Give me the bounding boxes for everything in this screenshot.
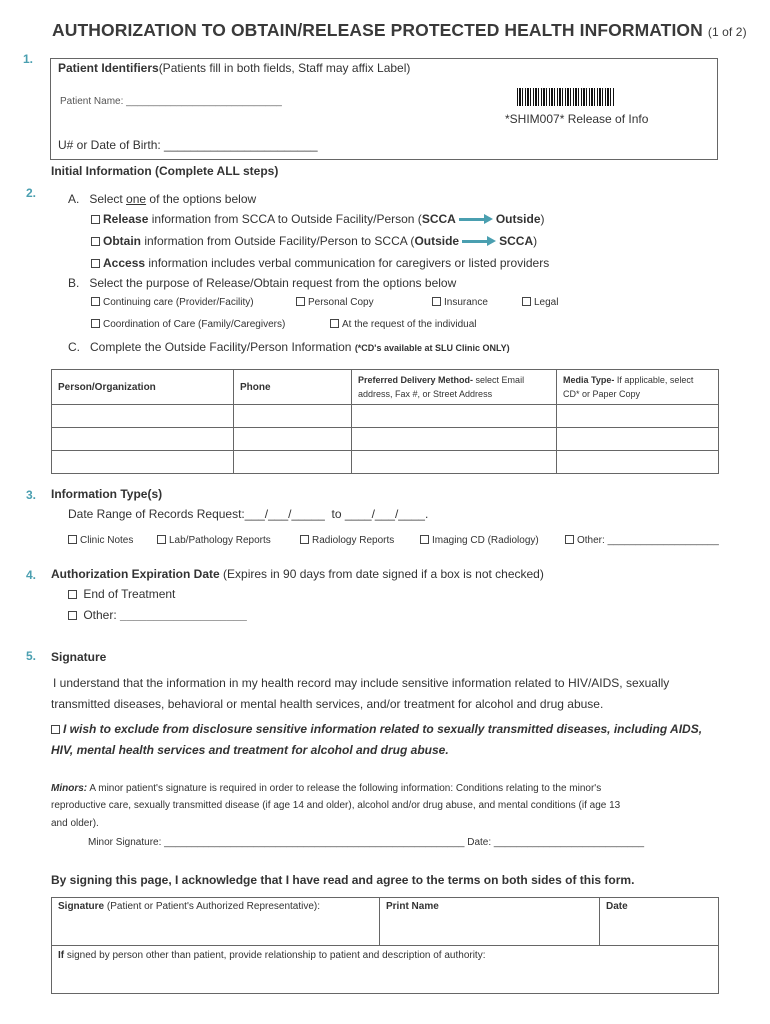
table-cell[interactable]	[557, 428, 719, 451]
type-clinic-notes[interactable]: Clinic Notes	[68, 535, 133, 546]
relationship-cell[interactable]: If signed by person other than patient, provide relationship to patient and description of authority:	[52, 946, 719, 994]
purpose-request[interactable]: At the request of the individual	[330, 319, 477, 330]
disclosure-text-line1: I understand that the information in my health record may include sensitive information related to HIV/AIDS, sexually	[53, 676, 670, 690]
patient-identifiers-heading: Patient Identifiers(Patients fill in both fields, Staff may affix Label)	[58, 61, 411, 75]
table-header-media: Media Type- If applicable, select CD* or Paper Copy	[557, 370, 719, 405]
print-name-cell[interactable]: Print Name	[380, 898, 600, 946]
signature-cell[interactable]: Signature (Patient or Patient's Authorized Representative):	[52, 898, 380, 946]
table-row	[52, 451, 719, 474]
table-header-person: Person/Organization	[52, 370, 234, 405]
arrow-right-icon	[459, 214, 493, 224]
purpose-personal-copy[interactable]: Personal Copy	[296, 297, 374, 308]
expiration-end-of-treatment[interactable]: End of Treatment	[68, 587, 175, 601]
table-cell[interactable]	[557, 405, 719, 428]
checkbox[interactable]	[91, 319, 100, 328]
barcode-image	[517, 88, 614, 106]
access-checkbox[interactable]	[91, 259, 100, 268]
section-number-2: 2.	[26, 186, 37, 200]
table-cell[interactable]	[234, 451, 352, 474]
arrow-right-icon	[462, 236, 496, 246]
acknowledgement-text: By signing this page, I acknowledge that I have read and agree to the terms on both sides of this form.	[51, 873, 635, 887]
table-cell[interactable]	[234, 428, 352, 451]
checkbox[interactable]	[68, 535, 77, 544]
release-checkbox[interactable]	[91, 215, 100, 224]
table-header-delivery: Preferred Delivery Method- select Email address, Fax #, or Street Address	[352, 370, 557, 405]
table-cell[interactable]	[352, 405, 557, 428]
expiration-other[interactable]: Other: ___________________	[68, 608, 247, 622]
checkbox[interactable]	[68, 590, 77, 599]
signature-table	[51, 897, 719, 994]
obtain-checkbox[interactable]	[91, 237, 100, 246]
type-imaging-cd[interactable]: Imaging CD (Radiology)	[420, 535, 539, 546]
table-cell[interactable]	[52, 405, 234, 428]
table-cell[interactable]	[234, 405, 352, 428]
purpose-insurance[interactable]: Insurance	[432, 297, 488, 308]
minors-text-line1: Minors: A minor patient's signature is required in order to release the following information: Conditions relating to the minor's	[51, 783, 602, 794]
initial-information-heading: Initial Information (Complete ALL steps)	[51, 164, 279, 178]
purpose-continuing-care[interactable]: Continuing care (Provider/Facility)	[91, 297, 254, 308]
checkbox[interactable]	[91, 297, 100, 306]
information-types-heading: Information Type(s)	[51, 487, 163, 501]
purpose-legal[interactable]: Legal	[522, 297, 558, 308]
checkbox[interactable]	[432, 297, 441, 306]
table-cell[interactable]	[352, 451, 557, 474]
outside-facility-table	[51, 369, 719, 474]
minor-signature-field[interactable]: Minor Signature: ______________________________________________________ Date: ___________________________	[88, 837, 645, 848]
signature-heading: Signature	[51, 650, 107, 664]
date-range-field[interactable]: Date Range of Records Request:___/___/_____ to ____/___/____.	[68, 507, 429, 521]
step-a-label: A. Select one of the options below	[68, 192, 257, 206]
checkbox[interactable]	[565, 535, 574, 544]
table-cell[interactable]	[352, 428, 557, 451]
exclude-checkbox[interactable]	[51, 725, 60, 734]
minors-text-line2: reproductive care, sexually transmitted disease (if age 14 and older), alcohol and/or drug abuse, and mental conditions (if age 13	[51, 800, 621, 811]
checkbox[interactable]	[68, 611, 77, 620]
checkbox[interactable]	[522, 297, 531, 306]
checkbox[interactable]	[157, 535, 166, 544]
table-row	[52, 428, 719, 451]
purpose-coordination[interactable]: Coordination of Care (Family/Caregivers)	[91, 319, 285, 330]
type-other[interactable]: Other: ____________________	[565, 535, 719, 546]
type-lab-reports[interactable]: Lab/Pathology Reports	[157, 535, 271, 546]
exclude-text-line2: HIV, mental health services and treatment for alcohol and drug abuse.	[51, 743, 449, 757]
option-release[interactable]: Release information from SCCA to Outside Facility/Person (SCCA Outside)	[91, 212, 545, 226]
page-indicator: (1 of 2)	[707, 25, 747, 39]
minors-text-line3: and older).	[51, 818, 99, 829]
table-header-phone: Phone	[234, 370, 352, 405]
option-obtain[interactable]: Obtain information from Outside Facility/Person to SCCA (Outside SCCA)	[91, 234, 537, 248]
date-cell[interactable]: Date	[600, 898, 719, 946]
table-cell[interactable]	[52, 428, 234, 451]
section-number-5: 5.	[26, 649, 37, 663]
type-radiology-reports[interactable]: Radiology Reports	[300, 535, 394, 546]
section-number-1: 1.	[23, 52, 34, 66]
barcode-label: *SHIM007* Release of Info	[505, 112, 649, 126]
step-c-label: C. Complete the Outside Facility/Person Information (*CD's available at SLU Clinic ONLY)	[68, 340, 510, 354]
disclosure-text-line2: transmitted diseases, behavioral or mental health services, and/or treatment for alcohol and drug abuse.	[51, 697, 604, 711]
step-b-label: B. Select the purpose of Release/Obtain request from the options below	[68, 276, 457, 290]
page-title: AUTHORIZATION TO OBTAIN/RELEASE PROTECTED HEALTH INFORMATION (1 of 2)	[52, 20, 747, 40]
patient-name-field[interactable]: Patient Name: ____________________________	[60, 96, 282, 107]
table-row	[52, 405, 719, 428]
section-number-3: 3.	[26, 488, 37, 502]
section-number-4: 4.	[26, 568, 37, 582]
dob-field[interactable]: U# or Date of Birth: _______________________	[58, 138, 318, 152]
table-cell[interactable]	[52, 451, 234, 474]
option-access[interactable]: Access information includes verbal communication for caregivers or listed providers	[91, 256, 549, 270]
exclude-option[interactable]: I wish to exclude from disclosure sensitive information related to sexually transmitted diseases, including AIDS,	[51, 722, 702, 736]
checkbox[interactable]	[420, 535, 429, 544]
checkbox[interactable]	[296, 297, 305, 306]
table-cell[interactable]	[557, 451, 719, 474]
expiration-heading: Authorization Expiration Date (Expires in 90 days from date signed if a box is not checked)	[51, 567, 544, 581]
checkbox[interactable]	[300, 535, 309, 544]
checkbox[interactable]	[330, 319, 339, 328]
